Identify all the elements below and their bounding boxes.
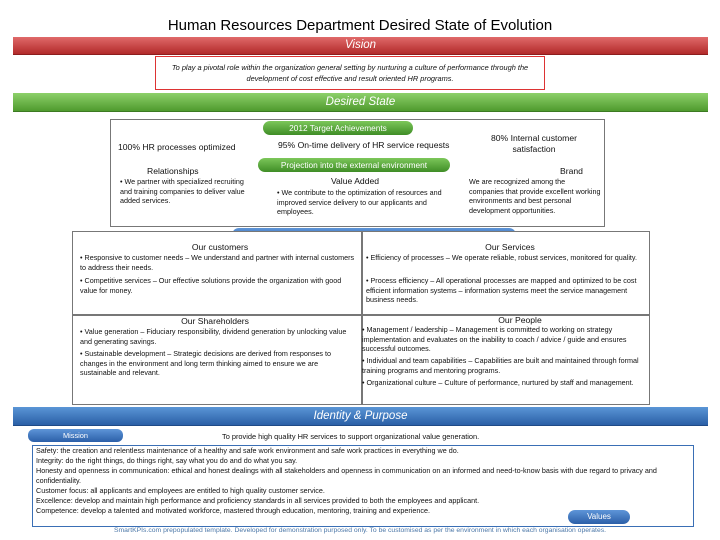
footer-note: SmartKPIs.com prepopulated template. Developed for demonstration purposed only. To be customised as per the environment in which each organisation operates.: [113, 527, 607, 534]
mission-text: To provide high quality HR services to support organizational value generation.: [222, 432, 480, 441]
page-title: Human Resources Department Desired State of Evolution: [167, 17, 553, 34]
shareholders-item-1: • Value generation – Fiduciary responsibility, dividend generation by unlocking value and generating savings.: [80, 327, 347, 346]
relationships-text: • We partner with specialized recruiting and training companies to deliver value added services.: [120, 177, 245, 206]
customers-item-1: • Responsive to customer needs – We understand and partner with internal customers to address their needs.: [80, 253, 355, 272]
value-competence: Competence: develop a talented and motivated workforce, mastered through education, mentoring, training and experience.: [36, 506, 430, 515]
customers-title: Our customers: [191, 242, 249, 252]
projection-pill: Projection into the external environment: [258, 158, 450, 172]
goal-hr-processes: 100% HR processes optimized: [118, 142, 236, 152]
values-pill: Values: [568, 510, 630, 524]
mission-pill: Mission: [28, 429, 123, 442]
value-added-text: • We contribute to the optimization of resources and improved service delivery to our applicants and employees.: [277, 188, 442, 217]
value-safety: Safety: the creation and relentless maintenance of a healthy and safe work environment and safe work practices in everything we do.: [36, 446, 459, 455]
brand-title: Brand: [560, 166, 583, 176]
identity-band: Identity & Purpose: [13, 407, 708, 426]
vision-band: Vision: [13, 37, 708, 55]
value-excellence: Excellence: develop and maintain high performance and proficiency standards in all services provided to both the employees and applicant.: [36, 496, 480, 505]
target-achievements-pill: 2012 Target Achievements: [263, 121, 413, 135]
shareholders-item-2: • Sustainable development – Strategic decisions are derived from responses to changes in the environment and long term thinking aimed to ensure we are sustainable and relevant.: [80, 349, 332, 378]
people-title: Our People: [498, 315, 542, 325]
people-item-3: • Organizational culture – Culture of performance, nurtured by staff and management.: [362, 378, 634, 387]
relationships-title: Relationships: [147, 166, 199, 176]
services-item-1: • Efficiency of processes – We operate reliable, robust services, monitored for quality.: [366, 253, 637, 262]
value-honesty: Honesty and openness in communication: ethical and honest dealings with all stakeholders and openness in communication on an informed and need-to-know basis with due regard to privacy and confidentiality.: [36, 466, 657, 485]
services-title: Our Services: [485, 242, 535, 252]
desired-state-band: Desired State: [13, 93, 708, 112]
goal-on-time-delivery: 95% On-time delivery of HR service requests: [278, 140, 450, 150]
value-customer-focus: Customer focus: all applicants and employees are entitled to high quality customer service.: [36, 486, 325, 495]
shareholders-title: Our Shareholders: [181, 316, 249, 326]
people-item-1: • Management / leadership – Management is committed to working on strategy implementation and evaluates on the inability to coach / advice / guide and ensures successful outcomes.: [362, 325, 627, 354]
value-added-title: Value Added: [330, 176, 380, 186]
brand-text: We are recognized among the companies that provide excellent working environments and best personal development opportunities.: [469, 177, 601, 215]
goal-customer-satisfaction: 80% Internal customer satisfaction: [491, 133, 577, 154]
value-integrity: Integrity: do the right things, do things right, say what you do and do what you say.: [36, 456, 298, 465]
people-item-2: • Individual and team capabilities – Capabilities are built and maintained through formal training programs and mentoring programs.: [362, 356, 639, 375]
services-item-2: • Process efficiency – All operational processes are mapped and optimized to be cost efficient information systems – information systems meet the service management business needs.: [366, 276, 637, 305]
vision-statement: To play a pivotal role within the organization general setting by nurturing a culture of performance through the development of cost effective and result oriented HR programs.: [155, 56, 545, 90]
customers-item-2: • Competitive services – Our effective solutions provide the organization with good value for money.: [80, 276, 342, 295]
